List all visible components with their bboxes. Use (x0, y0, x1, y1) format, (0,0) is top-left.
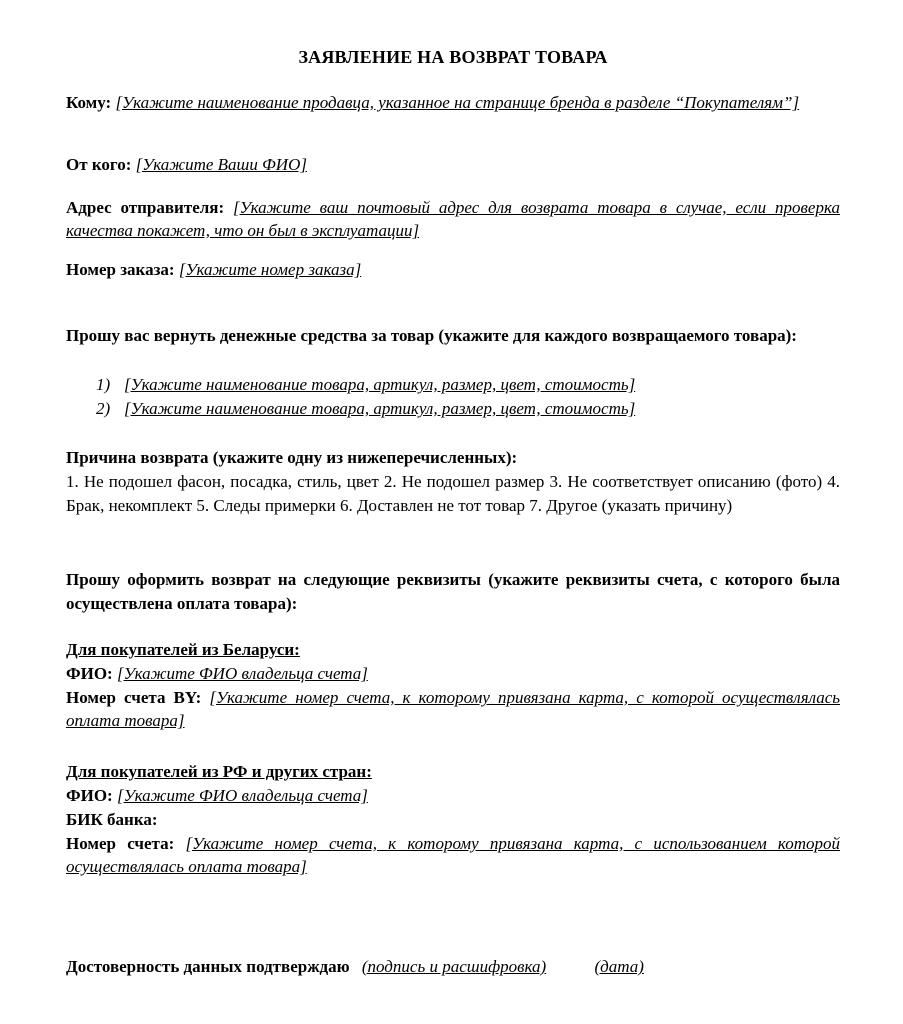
from-placeholder[interactable]: [Укажите Ваши ФИО] (135, 155, 307, 174)
document-title: ЗАЯВЛЕНИЕ НА ВОЗВРАТ ТОВАРА (298, 47, 608, 67)
confirmation-text: Достоверность данных подтверждаю (66, 957, 350, 976)
belarus-heading (66, 638, 840, 661)
to-field (66, 91, 840, 114)
russia-account-placeholder[interactable]: [Укажите номер счета, к которому привязана карта, с использованием которой осуществлялась оплата товара] (66, 834, 840, 876)
russia-name-field (66, 784, 840, 807)
reason-heading: Причина возврата (укажите одну из нижеперечисленных): (66, 448, 518, 467)
sender-address-field (66, 196, 840, 242)
belarus-name-placeholder[interactable]: [Укажите ФИО владельца счета] (116, 664, 368, 683)
order-number-field (66, 258, 840, 281)
russia-heading (66, 760, 840, 783)
requisites-text: Прошу оформить возврат на следующие реквизиты (укажите реквизиты счета, с которого была осуществлена оплата товара): (66, 570, 840, 613)
russia-account-label: Номер счета: (66, 834, 175, 853)
item-placeholder[interactable]: [Укажите наименование товара, артикул, размер, цвет, стоимость] (124, 375, 636, 394)
confirmation-line (66, 955, 840, 978)
russia-bik-label: БИК банка: (66, 810, 158, 829)
item-placeholder[interactable]: [Укажите наименование товара, артикул, размер, цвет, стоимость] (124, 399, 636, 418)
signature-placeholder[interactable]: (подпись и расшифровка) (361, 957, 547, 976)
russia-heading-text: Для покупателей из РФ и других стран: (66, 762, 372, 781)
belarus-name-field (66, 662, 840, 685)
belarus-account-label: Номер счета BY: (66, 688, 202, 707)
refund-request-text: Прошу вас вернуть денежные средства за товар (укажите для каждого возвращаемого товара): (66, 326, 797, 345)
to-placeholder[interactable]: [Укажите наименование продавца, указанное на странице бренда в разделе “Покупателям”] (115, 93, 800, 112)
list-item (96, 397, 635, 420)
belarus-account-field (66, 686, 840, 732)
sender-address-placeholder[interactable]: [Укажите ваш почтовый адрес для возврата товара в случае, если проверка качества покажет, что он был в эксплуатации] (66, 198, 840, 240)
to-label: Кому: (66, 93, 112, 112)
from-label: От кого: (66, 155, 132, 174)
date-placeholder[interactable]: (дата) (594, 957, 644, 976)
belarus-name-label: ФИО: (66, 664, 113, 683)
list-item-number: 2) (96, 399, 111, 418)
list-item-number: 1) (96, 375, 111, 394)
order-number-label: Номер заказа: (66, 260, 175, 279)
sender-address-label: Адрес отправителя: (66, 198, 225, 217)
belarus-account-placeholder[interactable]: [Укажите номер счета, к которому привязана карта, с которой осуществлялась оплата товара] (66, 688, 840, 730)
russia-account-field (66, 832, 840, 878)
order-number-placeholder[interactable]: [Укажите номер заказа] (178, 260, 362, 279)
list-item (96, 373, 635, 396)
belarus-heading-text: Для покупателей из Беларуси: (66, 640, 300, 659)
from-field (66, 153, 840, 176)
russia-name-label: ФИО: (66, 786, 113, 805)
reason-text: 1. Не подошел фасон, посадка, стиль, цвет 2. Не подошел размер 3. Не соответствует описанию (фото) 4. Брак, некомплект 5. Следы примерки 6. Доставлен не тот товар 7. Другое (указать причину) (66, 472, 840, 515)
russia-name-placeholder[interactable]: [Укажите ФИО владельца счета] (116, 786, 368, 805)
